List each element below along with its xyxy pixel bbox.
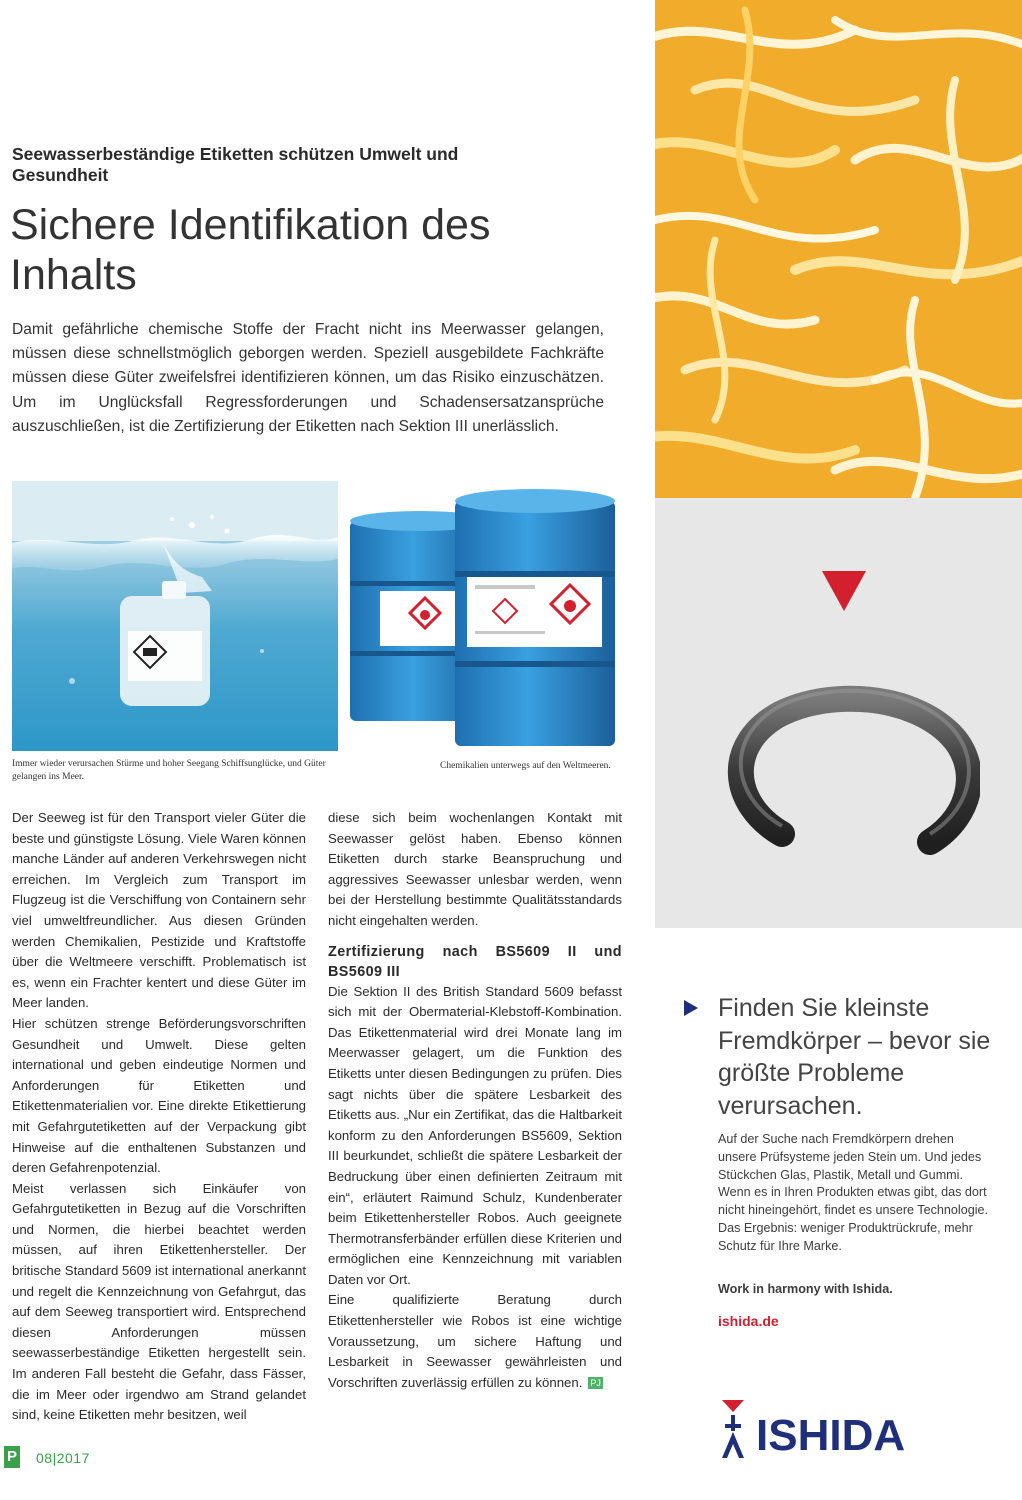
triangle-right-icon — [684, 1000, 698, 1016]
body-text: Eine qualifizierte Beratung durch Etikettenhersteller wie Robos ist eine wichtige Voraussetzung, um sichere Haftung und Lesbarkeit in Seewasser gewährleisten und Vorschriften zuverlässig erfüllen zu können. — [328, 1292, 622, 1390]
ad-tagline: Work in harmony with Ishida. — [718, 1282, 893, 1296]
body-paragraph: Hier schützen strenge Beförderungsvorschriften Gesundheit und Umwelt. Diese gelten international und geben eindeutige Normen und Anforderungen für Etiketten und Etikettenmaterialien vor. Eine direkte Etikettierung mit Gefahrgutetiketten auf der Verpackung gibt Hinweise auf die enthaltenen Substanzen und deren Gefahrenpotenzial. — [12, 1015, 306, 1176]
body-paragraph: Der Seeweg ist für den Transport vieler Güter die beste und günstigste Lösung. Viele Waren können manche Länder auf anderen Verkehrswegen nicht erreichen. Im Vergleich zum Transport im Flugzeug ist die Verschiffung von Containern sehr viel umweltfreundlicher. Aus diesen Gründen werden Chemikalien, Pestizide und Kraftstoffe über die Weltmeere verschifft. Problematisch ist es, wenn ein Frachter kentert und diese Güter im Meer landen. — [12, 810, 306, 1011]
article-headline: Sichere Identifikation des Inhalts — [10, 201, 491, 299]
end-mark: PJ — [590, 1378, 601, 1389]
section-subheading: Zertifizierung nach BS5609 II und BS5609 III — [328, 943, 622, 980]
ad-website-link[interactable]: ishida.de — [718, 1313, 779, 1329]
cheese-illustration — [655, 0, 1022, 498]
rubber-ring-image — [720, 684, 980, 864]
ishida-logo — [722, 1398, 972, 1460]
body-column-2 — [328, 808, 622, 1393]
ad-photo-shredded-cheese — [655, 0, 1022, 498]
article-kicker: Seewasserbeständige Etiketten schützen Umwelt und Gesundheit — [12, 144, 459, 185]
sea-illustration — [12, 481, 338, 751]
magazine-logo: P — [4, 1446, 20, 1468]
ad-body-copy: Auf der Suche nach Fremdkörpern drehen unsere Prüfsysteme jeden Stein um. Und jedes Stückchen Glas, Plastik, Metall und Gummi. Wenn es in Ihren Produkten etwas gibt, das dort nicht hineingehört, findet es unsere Technologie. Das Ergebnis: weniger Produktrückrufe, mehr Schutz für Ihre Marke. — [718, 1132, 989, 1253]
body-paragraph: Die Sektion II des British Standard 5609 befasst sich mit der Obermaterial-Klebstoff-Kombination. Das Etikettenmaterial wird drei Monate lang im Meerwasser gelagert, um die Funktion des Etiketts unter diesen Bedingungen zu prüfen. Dies sagt nichts über die spätere Lesbarkeit des Etiketts aus. „Nur ein Zertifikat, das die Haltbarkeit konform zu den Anforderungen BS5609, Sektion III beurkundet, schließt die spätere Lesbarkeit der Bedruckung über einen definierten Zeitraum mit ein“, erläutert Raimund Schulz, Kundenberater beim Etikettenhersteller Robos. Auch geeignete Thermotransferbänder erfüllen diese Kriterien und ermöglichen eine Kennzeichnung mit variablen Daten vor Ort. — [328, 983, 622, 1287]
issue-number: 08|2017 — [36, 1450, 90, 1466]
article-lead: Damit gefährliche chemische Stoffe der Fracht nicht ins Meerwasser gelangen, müssen diese schnellstmöglich geborgen werden. Speziell ausgebildete Fachkräfte müssen diese Güter zweifelsfrei identifizieren können, um das Risiko einzuschätzen. Um im Unglücksfall Regressforderungen und Schadensersatzansprüche auszuschließen, ist die Zertifizierung der Etiketten nach Sektion III unerlässlich. — [12, 321, 604, 435]
logo-red-triangle — [722, 1400, 744, 1412]
caption-sea-photo: Immer wieder verursachen Stürme und hoher Seegang Schiffsunglücke, und Güter gelangen ins Meer. — [12, 759, 326, 782]
drums-illustration — [345, 481, 640, 751]
drum-front — [455, 489, 615, 746]
caption-drums-photo: Chemikalien unterwegs auf den Weltmeeren. — [440, 761, 611, 771]
body-paragraph-final — [328, 1290, 622, 1393]
body-paragraph: diese sich beim wochenlangen Kontakt mit Seewasser gelöst haben. Ebenso können Etiketten durch starke Beanspruchung und aggressives Seewasser unlesbar werden, wenn bei der Herstellung bestimmte Qualitätsstandards nicht eingehalten werden. — [328, 810, 622, 928]
body-column-1 — [12, 808, 306, 1426]
photo-chemical-drums — [345, 481, 640, 751]
canister — [120, 581, 210, 706]
logo-wordmark: ISHIDA — [756, 1411, 906, 1460]
triangle-down-icon — [822, 571, 866, 611]
body-paragraph: Meist verlassen sich Einkäufer von Gefahrgutetiketten in Bezug auf die Vorschriften und Normen, die hierbei beachtet werden müssen, auf ihren Etikettenhersteller. Der britische Standard 5609 ist international anerkannt und regelt die Kennzeichnung von Gefahrgut, das auf dem Seeweg transportiert wird. Entsprechend diesen Anforderungen müssen seewasserbeständige Etiketten hergestellt sein. Im anderen Fall besteht die Gefahr, dass Fässer, die im Meer oder irgendwo am Strand gelandet sind, keine Etiketten mehr besitzen, weil — [12, 1180, 306, 1423]
photo-canister-in-sea — [12, 481, 338, 751]
ad-headline: Finden Sie kleinste Fremdkörper – bevor sie größte Probleme verursachen. — [718, 994, 991, 1120]
